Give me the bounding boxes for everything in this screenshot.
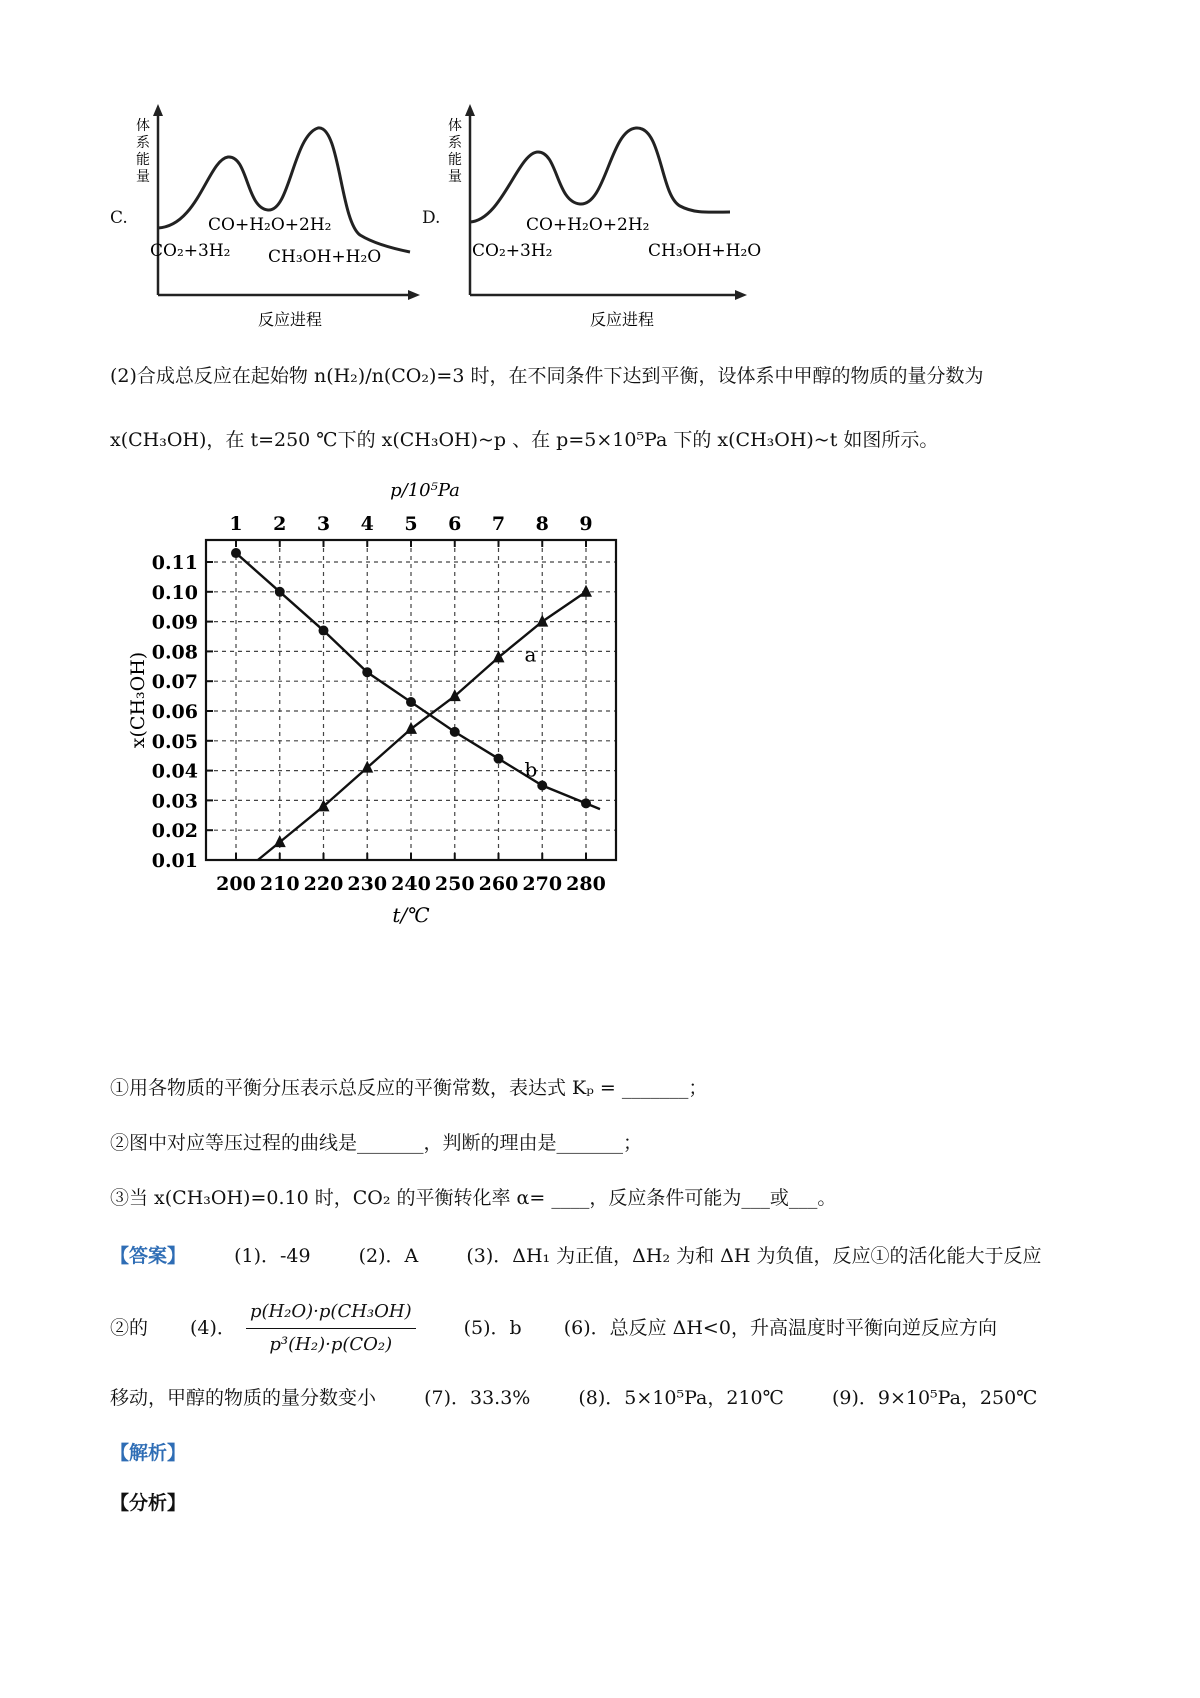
x-tick-label: 230 <box>347 873 388 895</box>
product-species: CH₃OH+H₂O <box>648 241 762 261</box>
answer-8: (8)．5×10⁵Pa，210℃ <box>578 1387 784 1409</box>
answer-line-1 <box>110 1244 1042 1268</box>
energy-curve <box>470 128 730 222</box>
series-a-point <box>405 722 417 734</box>
series-b-point <box>494 754 504 764</box>
x2-tick-label: 8 <box>535 513 549 535</box>
x-axis-title: t/℃ <box>392 903 430 927</box>
series-a-point <box>580 585 592 597</box>
sub-question-3: ③当 x(CH₃OH)=0.10 时，CO₂ 的平衡转化率 α= ____，反应条件可能为___或___。 <box>110 1187 837 1209</box>
x2-tick-label: 7 <box>491 513 506 535</box>
series-a-point <box>536 615 548 627</box>
y-label-char: 系 <box>136 135 150 151</box>
question-line-1: (2)合成总反应在起始物 n(H₂)/n(CO₂)=3 时，在不同条件下达到平衡，设体系中甲醇的物质的量分数为 <box>110 365 984 387</box>
series-a-point <box>274 835 286 847</box>
analysis-tag: 【解析】 <box>110 1442 187 1464</box>
series-b-point <box>362 667 372 677</box>
answer-6-cont: 移动，甲醇的物质的量分数变小 <box>110 1387 377 1409</box>
answer-line-3 <box>110 1386 1037 1410</box>
y-tick-label: 0.05 <box>151 730 198 753</box>
answer-3-cont: ②的 <box>110 1317 149 1339</box>
series-a-point <box>493 650 505 662</box>
series-b-point <box>537 781 547 791</box>
series-b-point <box>406 697 416 707</box>
reactant-species: CO₂+3H₂ <box>472 241 553 261</box>
answer-4-label: (4)． <box>190 1317 236 1339</box>
x2-tick-label: 2 <box>273 513 287 535</box>
sub-question-2: ②图中对应等压过程的曲线是_______，判断的理由是_______； <box>110 1132 643 1154</box>
y-label-char: 能 <box>448 152 462 168</box>
x-tick-label: 280 <box>566 873 606 895</box>
x-axis-arrow-icon <box>408 290 420 300</box>
y-tick-label: 0.03 <box>151 790 198 813</box>
reactant-species: CO₂+3H₂ <box>150 241 231 261</box>
series-b-point <box>319 626 329 636</box>
y-label-char: 体 <box>136 118 150 134</box>
x2-tick-label: 3 <box>316 513 331 535</box>
answer-1: (1)．-49 <box>234 1245 311 1267</box>
y-label-char: 系 <box>448 135 462 151</box>
intermediate-species: CO+H₂O+2H₂ <box>526 215 650 235</box>
x-tick-label: 250 <box>434 873 475 895</box>
answer-7: (7)．33.3% <box>424 1387 531 1409</box>
x-tick-label: 240 <box>391 873 431 895</box>
series-b-point <box>231 548 241 558</box>
answer-2: (2)．A <box>358 1245 419 1267</box>
y-label-char: 体 <box>448 118 462 134</box>
option-c-energy-diagram <box>128 100 448 340</box>
x2-tick-label: 9 <box>579 513 593 535</box>
option-c-label: C. <box>110 208 128 228</box>
x-tick-label: 260 <box>478 873 519 895</box>
y-axis-arrow-icon <box>153 104 163 116</box>
x-axis-label: 反应进程 <box>590 310 655 329</box>
series-a-line <box>258 592 586 860</box>
answer-line-2 <box>110 1296 997 1360</box>
x-tick-label: 270 <box>522 873 563 895</box>
series-b-point <box>581 798 591 808</box>
y-axis-title: x(CH₃OH) <box>127 651 149 749</box>
kp-fraction <box>246 1300 416 1357</box>
sub-question-1: ①用各物质的平衡分压表示总反应的平衡常数，表达式 Kₚ = _______； <box>110 1077 708 1099</box>
x-tick-label: 220 <box>303 873 344 895</box>
y-label-char: 量 <box>448 169 462 185</box>
kp-numerator: p(H₂O)·p(CH₃OH) <box>246 1300 416 1329</box>
answer-9: (9)．9×10⁵Pa，250℃ <box>831 1387 1038 1409</box>
product-species: CH₃OH+H₂O <box>268 247 382 267</box>
y-tick-label: 0.08 <box>151 641 198 664</box>
y-tick-label: 0.06 <box>151 701 198 723</box>
option-d-energy-diagram <box>440 100 780 340</box>
y-tick-label: 0.10 <box>151 581 198 604</box>
y-tick-label: 0.01 <box>151 850 198 872</box>
answer-6: (6)．总反应 ΔH<0，升高温度时平衡向逆反应方向 <box>563 1317 997 1339</box>
y-axis-label <box>136 117 154 185</box>
y-axis-arrow-icon <box>465 104 475 116</box>
answer-tag: 【答案】 <box>110 1245 187 1267</box>
x2-tick-label: 5 <box>404 513 418 535</box>
intermediate-species: CO+H₂O+2H₂ <box>208 215 332 235</box>
y-axis-label <box>448 117 466 185</box>
x2-tick-label: 6 <box>448 513 462 535</box>
x-axis-arrow-icon <box>735 290 747 300</box>
x2-tick-label: 1 <box>229 513 243 535</box>
answer-3: (3)．ΔH₁ 为正值，ΔH₂ 为和 ΔH 为负值，反应①的活化能大于反应 <box>466 1245 1042 1267</box>
x2-tick-label: 4 <box>360 513 374 535</box>
y-tick-label: 0.11 <box>151 552 198 574</box>
x-axis-label: 反应进程 <box>258 310 323 329</box>
y-tick-label: 0.02 <box>151 820 198 843</box>
option-d-label: D. <box>422 208 441 228</box>
y-tick-label: 0.07 <box>151 671 198 694</box>
series-a-label: a <box>524 642 537 667</box>
x-tick-label: 200 <box>216 873 256 895</box>
series-b-point <box>450 727 460 737</box>
series-b-label: b <box>524 757 538 782</box>
x-tick-label: 210 <box>259 873 300 895</box>
y-tick-label: 0.09 <box>151 611 198 634</box>
equilibrium-chart <box>120 478 680 1018</box>
x2-axis-title: p/10⁵Pa <box>390 480 460 501</box>
series-b-point <box>275 587 285 597</box>
kp-denominator: p³(H₂)·p(CO₂) <box>269 1333 393 1355</box>
fenxi-tag: 【分析】 <box>110 1492 187 1514</box>
answer-5: (5)．b <box>463 1317 522 1339</box>
y-label-char: 量 <box>136 169 150 185</box>
y-tick-label: 0.04 <box>151 760 198 783</box>
y-label-char: 能 <box>136 152 150 168</box>
question-line-2: x(CH₃OH)，在 t=250 ℃下的 x(CH₃OH)~p 、在 p=5×10⁵Pa 下的 x(CH₃OH)~t 如图所示。 <box>110 429 939 451</box>
